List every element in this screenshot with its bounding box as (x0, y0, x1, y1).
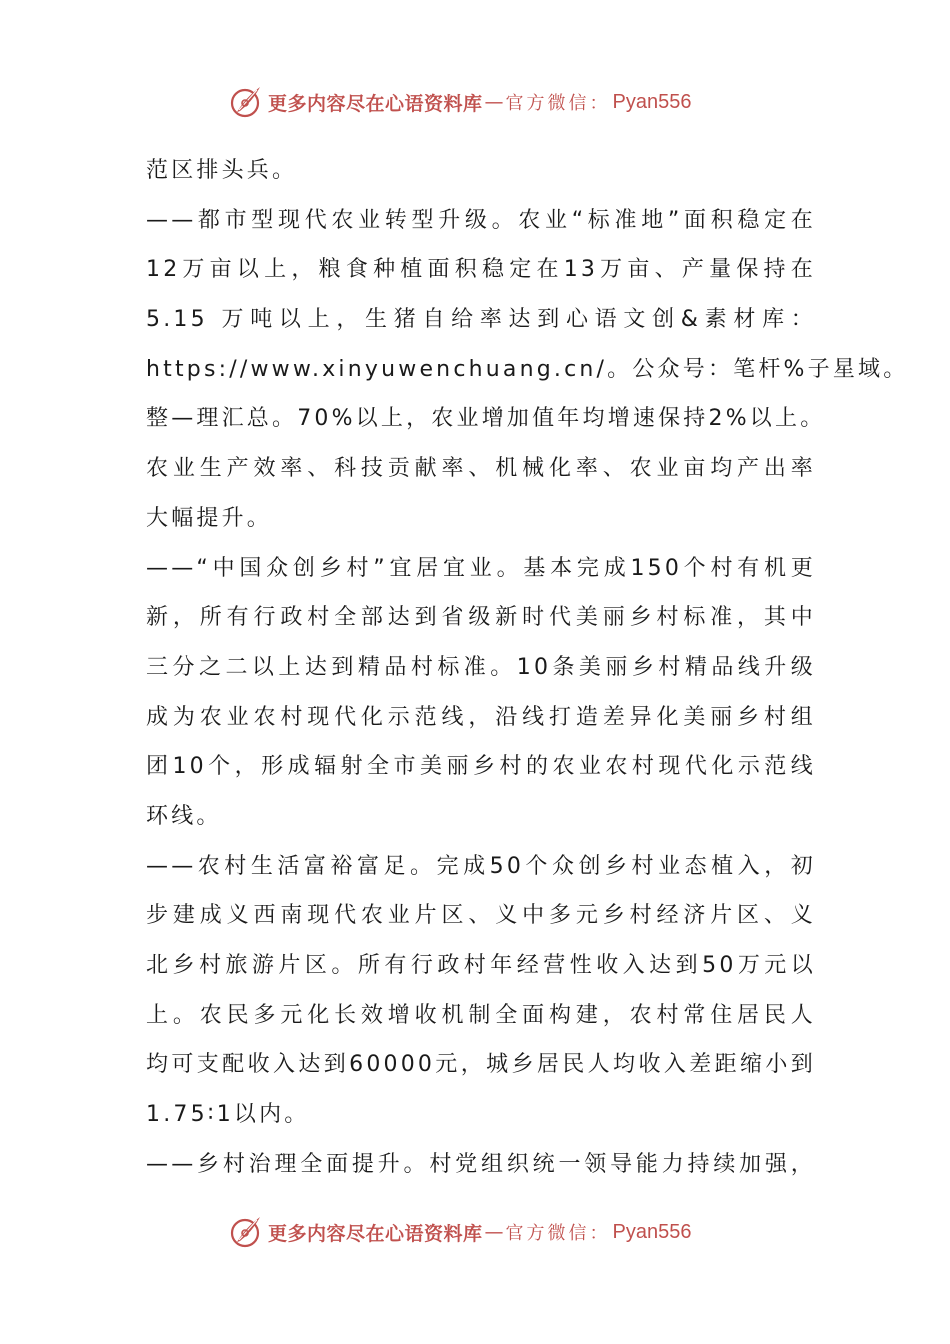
header-banner-dash: — (484, 91, 504, 113)
quill-logo-icon (228, 84, 264, 120)
body-line: 农业生产效率、科技贡献率、机械化率、农业亩均产出率 (146, 456, 816, 482)
body-line: 整—理汇总。70%以上，农业增加值年均增速保持2%以上。 (146, 406, 826, 432)
footer-banner (228, 1212, 748, 1252)
footer-banner-sub: 官方微信： (505, 1223, 611, 1244)
body-line: 新，所有行政村全部达到省级新时代美丽乡村标准，其中 (146, 605, 816, 631)
body-line: 三分之二以上达到精品村标准。10条美丽乡村精品线升级 (146, 654, 816, 680)
body-line: 上。农民多元化长效增收机制全面构建，农村常住居民人 (146, 1002, 816, 1028)
body-line: 范区排头兵。 (146, 158, 298, 183)
body-line: 5.15 万吨以上，生猪自给率达到心语文创&素材库： (146, 307, 816, 333)
body-line: 成为农业农村现代化示范线，沿线打造差异化美丽乡村组 (146, 704, 816, 730)
body-line: https://www.xinyuwenchuang.cn/。公众号：笔杆%子星域。 (146, 356, 909, 382)
quill-logo-icon (228, 1214, 264, 1250)
footer-banner-text: 更多内容尽在心语资料库 (268, 1222, 483, 1245)
footer-banner-dash: — (484, 1221, 504, 1243)
body-line: 团10个，形成辐射全市美丽乡村的农业农村现代化示范线 (146, 754, 816, 780)
header-banner-id: Pyan556 (612, 90, 692, 113)
body-line: 1.75∶1以内。 (146, 1102, 310, 1128)
document-body (146, 146, 909, 1189)
header-banner-text: 更多内容尽在心语资料库 (268, 92, 483, 115)
body-line: 北乡村旅游片区。所有行政村年经营性收入达到50万元以 (146, 953, 816, 978)
body-line: ——都市型现代农业转型升级。农业“标准地”面积稳定在 (146, 207, 816, 233)
body-line: 均可支配收入达到60000元，城乡居民人均收入差距缩小到 (146, 1052, 816, 1078)
header-banner (228, 82, 748, 122)
header-banner-sub: 官方微信： (505, 93, 611, 114)
body-line: 环线。 (146, 803, 222, 829)
body-line: ——农村生活富裕富足。完成50个众创乡村业态植入，初 (146, 853, 816, 879)
body-line: 12万亩以上，粮食种植面积稳定在13万亩、产量保持在 (146, 257, 816, 283)
body-line: ——“中国众创乡村”宜居宜业。基本完成150个村有机更 (146, 555, 816, 581)
body-line: ——乡村治理全面提升。村党组织统一领导能力持续加强， (146, 1151, 816, 1177)
footer-banner-id: Pyan556 (612, 1220, 692, 1243)
body-line: 大幅提升。 (146, 505, 273, 531)
body-line: 步建成义西南现代农业片区、义中多元乡村经济片区、义 (146, 903, 816, 929)
